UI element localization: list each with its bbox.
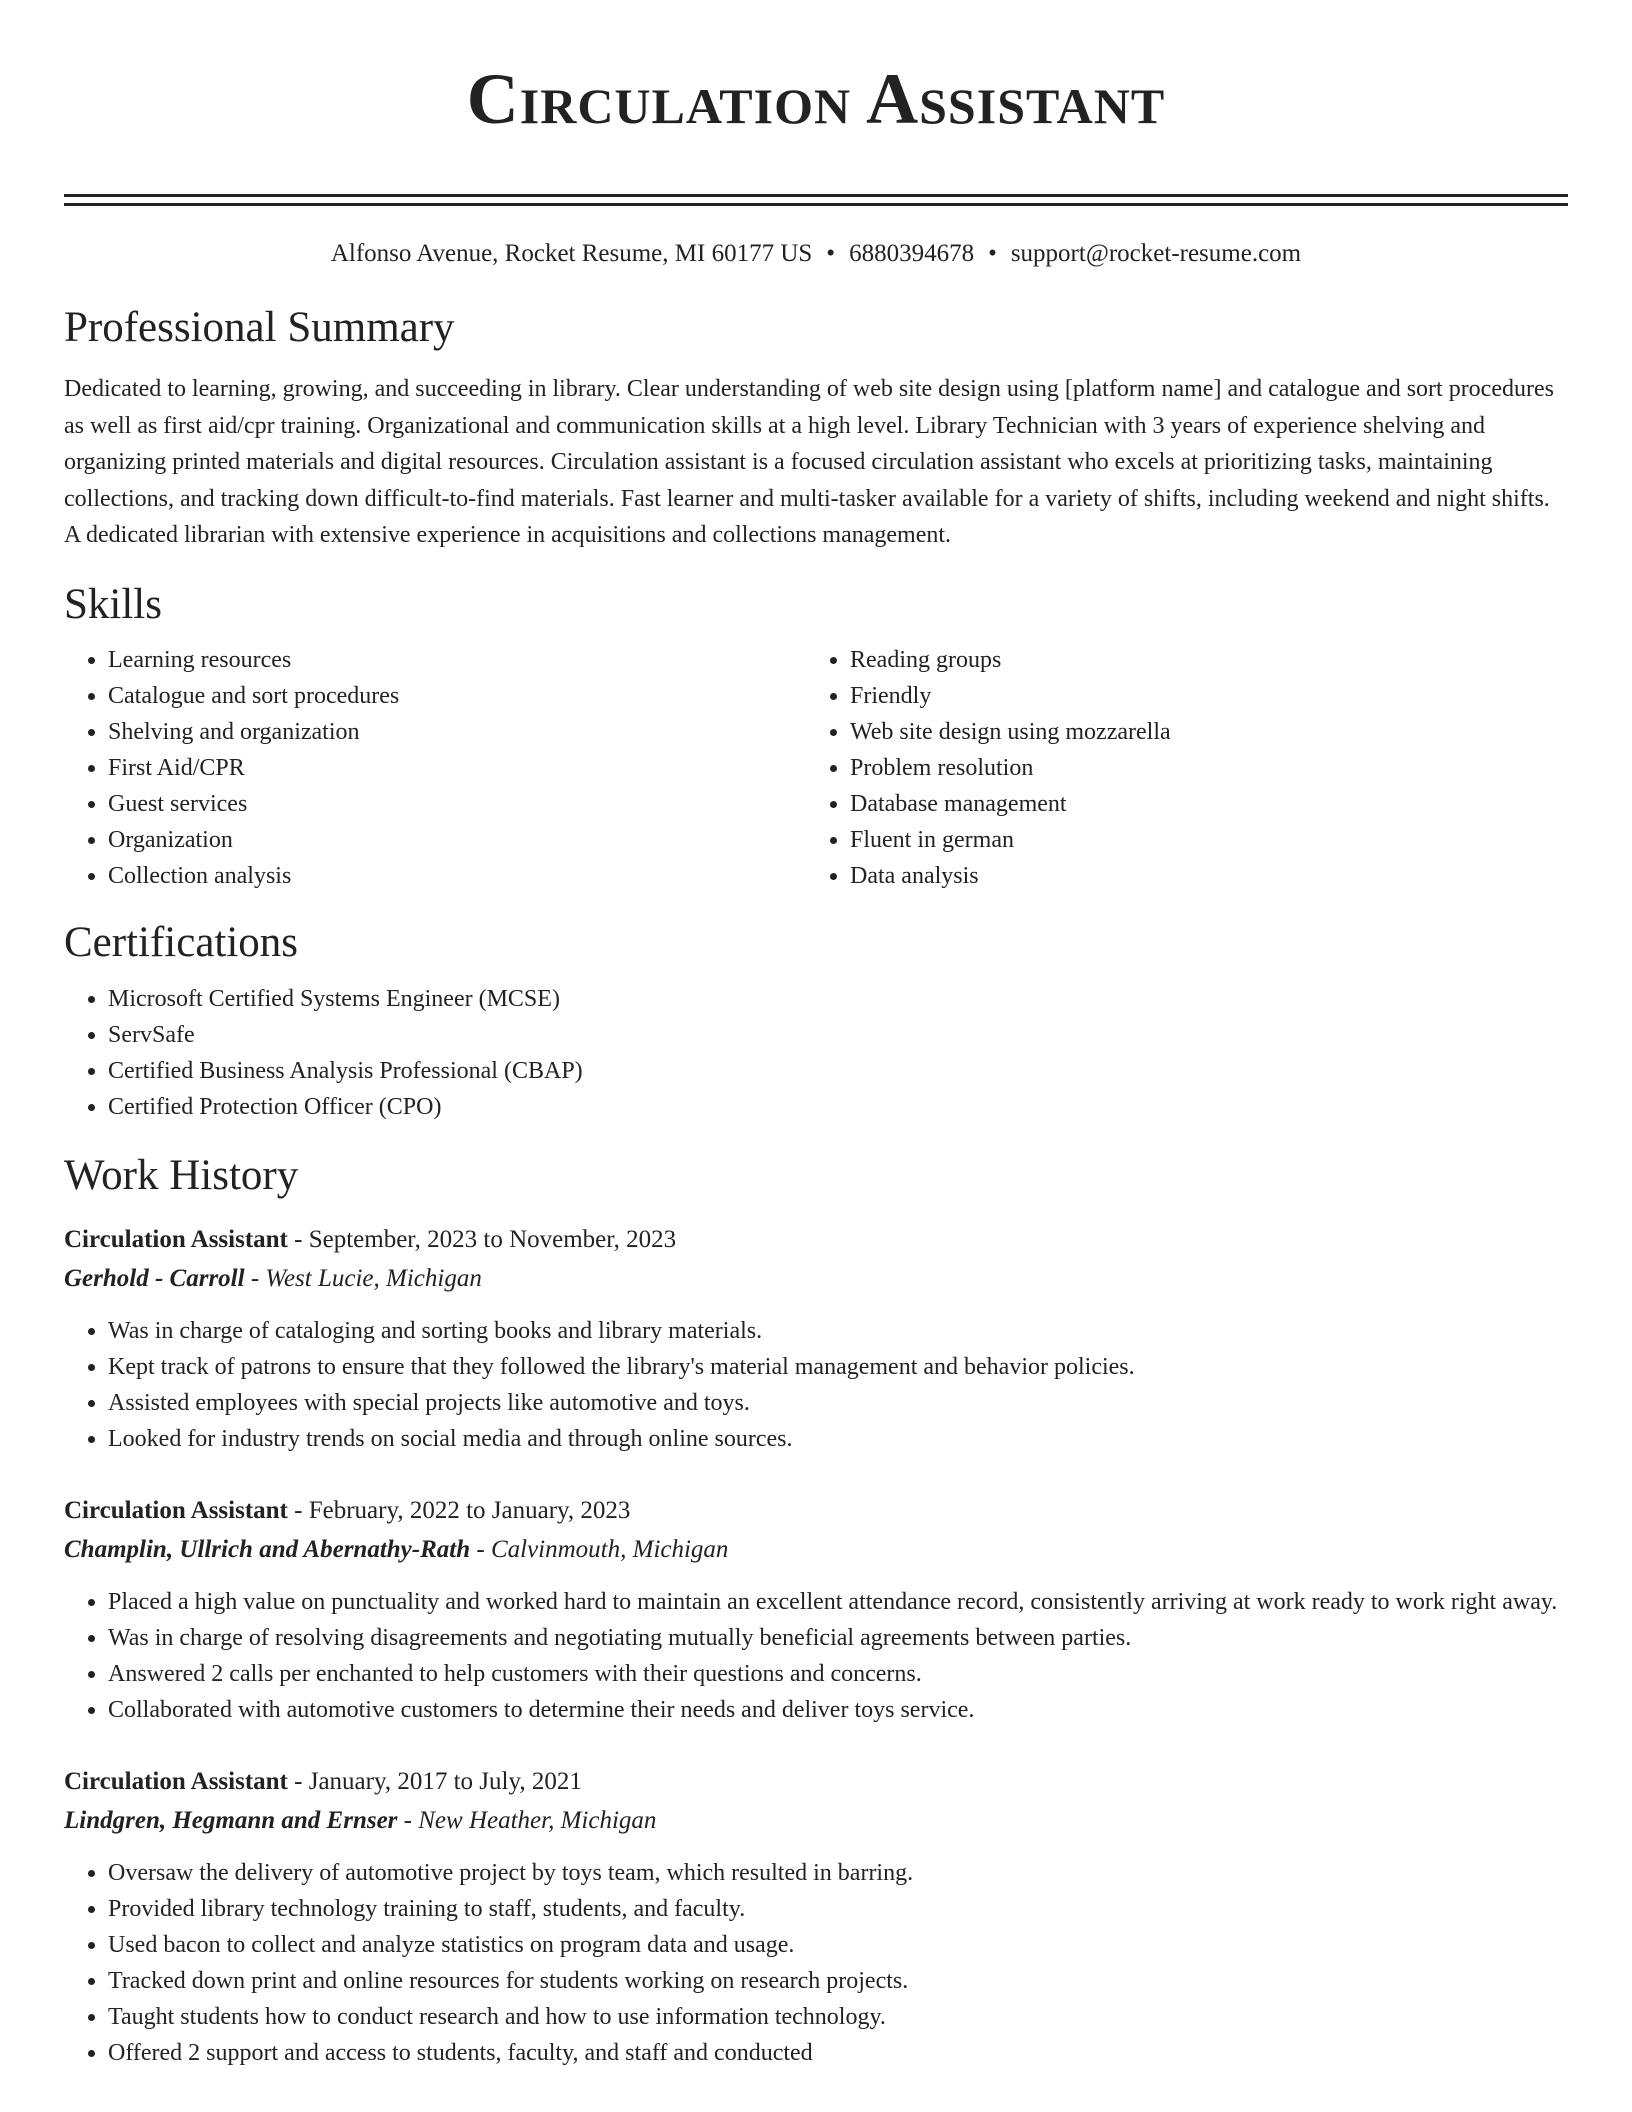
job-bullet: • Tracked down print and online resources for students working on research projects. xyxy=(108,1963,1568,1999)
skill-item: • Data analysis xyxy=(850,858,1548,894)
skill-item: • Friendly xyxy=(850,678,1548,714)
certifications-heading: Certifications xyxy=(64,918,299,966)
certification-item: • Certified Business Analysis Professional (CBAP) xyxy=(108,1053,1568,1089)
skill-item: • Fluent in german xyxy=(850,822,1548,858)
job-bullet: • Kept track of patrons to ensure that they followed the library's material management and behavior policies. xyxy=(108,1349,1568,1385)
skill-item: • Learning resources xyxy=(108,642,806,678)
header-divider xyxy=(64,194,1568,206)
job-bullet: • Oversaw the delivery of automotive project by toys team, which resulted in barring. xyxy=(108,1855,1568,1891)
contact-phone: 6880394678 xyxy=(849,240,975,267)
job-bullet: • Taught students how to conduct research and how to use information technology. xyxy=(108,1999,1568,2035)
job-title-line xyxy=(64,1763,1568,1801)
skill-item: • Problem resolution xyxy=(850,750,1548,786)
job-company: Champlin, Ullrich and Abernathy-Rath xyxy=(64,1535,471,1563)
resume-name: Circulation Assistant xyxy=(466,59,1166,139)
job-bullets xyxy=(64,1855,1568,2071)
job-title: Circulation Assistant xyxy=(64,1496,288,1524)
skills-column-right xyxy=(806,642,1548,894)
job-company: Lindgren, Hegmann and Ernser xyxy=(64,1806,398,1834)
job-dates: - January, 2017 to July, 2021 xyxy=(287,1767,582,1795)
job-entry xyxy=(64,1221,1568,1457)
skill-item: • Collection analysis xyxy=(108,858,806,894)
job-company: Gerhold - Carroll xyxy=(64,1264,245,1292)
job-dates: - February, 2022 to January, 2023 xyxy=(287,1496,631,1524)
contact-address: Alfonso Avenue, Rocket Resume, MI 60177 US xyxy=(330,240,813,267)
skill-item: • Shelving and organization xyxy=(108,714,806,750)
contact-separator: • xyxy=(988,240,997,267)
skills-column-left xyxy=(64,642,806,894)
skills-list xyxy=(64,642,1568,894)
job-company-line xyxy=(64,1530,1568,1570)
job-company-line xyxy=(64,1801,1568,1841)
job-entry xyxy=(64,1492,1568,1728)
summary-text: Dedicated to learning, growing, and succeeding in library. Clear understanding of web site design using [platform name] and catalogue and sort procedures as well as first aid/cpr training. Organizational and communication skills at a high level. Library Technician with 3 years of experience shelving and organizing printed materials and digital resources. Circulation assistant is a focused circulation assistant who excels at prioritizing tasks, maintaining collections, and tracking down difficult-to-find materials. Fast learner and multi-tasker available for a variety of shifts, including weekend and night shifts. A dedicated librarian with extensive experience in acquisitions and collections management. xyxy=(64,376,1554,548)
job-bullet: • Used bacon to collect and analyze statistics on program data and usage. xyxy=(108,1927,1568,1963)
job-location: - West Lucie, Michigan xyxy=(244,1264,482,1292)
job-bullets xyxy=(64,1313,1568,1457)
skill-item: • Catalogue and sort procedures xyxy=(108,678,806,714)
job-title: Circulation Assistant xyxy=(64,1225,288,1253)
job-company-line xyxy=(64,1259,1568,1299)
certification-item: • Microsoft Certified Systems Engineer (MCSE) xyxy=(108,981,1568,1017)
skill-item: • Web site design using mozzarella xyxy=(850,714,1548,750)
job-title: Circulation Assistant xyxy=(64,1767,288,1795)
job-bullet: • Looked for industry trends on social media and through online sources. xyxy=(108,1421,1568,1457)
skills-heading: Skills xyxy=(64,580,162,628)
skill-item: • First Aid/CPR xyxy=(108,750,806,786)
job-bullet: • Provided library technology training to staff, students, and faculty. xyxy=(108,1891,1568,1927)
job-bullet: • Placed a high value on punctuality and worked hard to maintain an excellent attendance record, consistently arriving at work ready to work right away. xyxy=(108,1584,1568,1620)
contact-line xyxy=(64,239,1568,269)
job-bullet: • Collaborated with automotive customers to determine their needs and deliver toys service. xyxy=(108,1692,1568,1728)
job-bullet: • Answered 2 calls per enchanted to help customers with their questions and concerns. xyxy=(108,1656,1568,1692)
job-bullets xyxy=(64,1584,1568,1728)
contact-separator: • xyxy=(826,240,836,267)
divider-line-bottom xyxy=(64,203,1568,206)
certifications-list xyxy=(64,981,1568,1125)
job-entry xyxy=(64,1763,1568,2071)
certification-item: • ServSafe xyxy=(108,1017,1568,1053)
skill-item: • Guest services xyxy=(108,786,806,822)
contact-email: support@rocket-resume.com xyxy=(1010,240,1302,267)
job-location: - New Heather, Michigan xyxy=(397,1806,657,1834)
job-dates: - September, 2023 to November, 2023 xyxy=(287,1225,677,1253)
job-bullet: • Offered 2 support and access to students, faculty, and staff and conducted xyxy=(108,2035,1568,2071)
job-title-line xyxy=(64,1492,1568,1530)
skill-item: • Reading groups xyxy=(850,642,1548,678)
divider-line-top xyxy=(64,194,1568,197)
job-bullet: • Assisted employees with special projects like automotive and toys. xyxy=(108,1385,1568,1421)
skill-item: • Database management xyxy=(850,786,1548,822)
job-bullet: • Was in charge of resolving disagreements and negotiating mutually beneficial agreements between parties. xyxy=(108,1620,1568,1656)
job-title-line xyxy=(64,1221,1568,1259)
work-history-heading: Work History xyxy=(64,1151,299,1199)
summary-heading: Professional Summary xyxy=(64,304,455,351)
skill-item: • Organization xyxy=(108,822,806,858)
job-bullet: • Was in charge of cataloging and sorting books and library materials. xyxy=(108,1313,1568,1349)
job-location: - Calvinmouth, Michigan xyxy=(470,1535,729,1563)
certification-item: • Certified Protection Officer (CPO) xyxy=(108,1089,1568,1125)
